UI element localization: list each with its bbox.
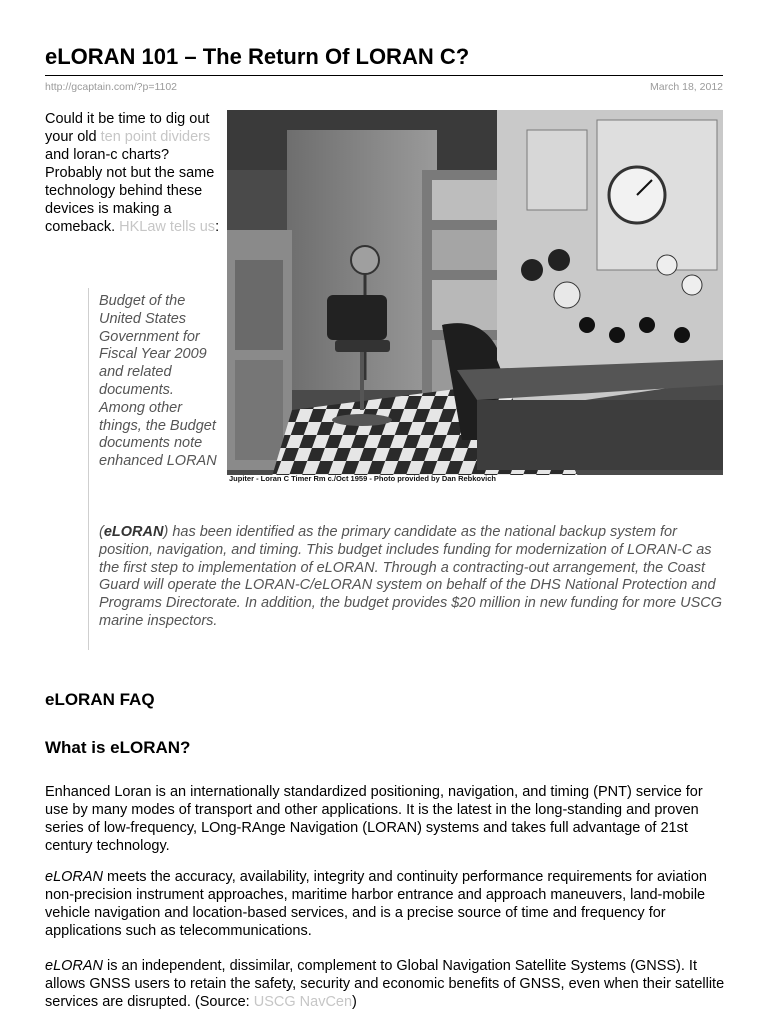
intro-text: : xyxy=(215,219,220,235)
paragraph-text: ) xyxy=(352,994,357,1010)
blockquote-text: Budget of the United States Government for Fiscal Year 2009 and related documents. Among other things, the Budget documents note enhanced LORAN xyxy=(99,293,217,470)
blockquote-continued xyxy=(99,524,723,631)
intro-text: and loran-c charts? Probably not but the same technology behind these devices is making a comeback. xyxy=(45,147,215,235)
faq-paragraph-1: Enhanced Loran is an internationally standardized positioning, navigation, and timing (PNT) service for use by many modes of transport and other applications. It is the latest in the long-standing and proven series of low-frequency, LOng-RAnge Navigation (LORAN) systems and takes full advantage of 21st century technology. xyxy=(45,784,703,854)
paragraph-text: is an independent, dissimilar, complement to Global Navigation Satellite Systems (GNSS). It allows GNSS users to retain the safety, security and economic benefits of GNSS, even when their satellite services are disrupted. (Source: xyxy=(45,958,725,1010)
title-divider xyxy=(45,75,723,76)
ten-point-dividers-link[interactable]: ten point dividers xyxy=(100,129,211,145)
intro-text: Could it be time to dig out your old xyxy=(45,111,210,145)
faq-heading: eLORAN FAQ xyxy=(45,690,155,709)
faq-question: What is eLORAN? xyxy=(45,738,191,757)
faq-paragraph-3 xyxy=(45,957,725,1011)
eloran-term: eLORAN xyxy=(45,869,104,885)
hklaw-link[interactable]: HKLaw tells us xyxy=(119,219,216,235)
eloran-term: eLORAN xyxy=(45,958,104,974)
photo-caption: Jupiter - Loran C Timer Rm c./Oct 1959 - Photo provided by Dan Rebkovich xyxy=(229,474,497,483)
photo-illustration xyxy=(227,110,723,493)
intro-paragraph xyxy=(45,110,223,236)
article-title: eLORAN 101 – The Return Of LORAN C? xyxy=(45,44,470,69)
uscg-navcen-link[interactable]: USCG NavCen xyxy=(253,994,353,1010)
blockquote-text: ) has been identified as the primary candidate as the national backup system for position, navigation, and timing. This budget includes funding for modernization of LORAN-C as the first step to implementation of eLORAN. Through a contracting-out arrangement, the Coast Guard will operate the LORAN-C/eLORAN system on behalf of the DHS National Protection and Programs Directorate. In addition, the budget provides $20 million in new funding for more USCG marine inspectors. xyxy=(99,524,723,629)
paragraph-text: meets the accuracy, availability, integrity and continuity performance requirements for aviation non-precision instrument approaches, maritime harbor entrance and approach maneuvers, land-mobile vehicle navigation and location-based services, and is a precise source of time and frequency for applications such as telecommunications. xyxy=(45,869,707,939)
article-url[interactable]: http://gcaptain.com/?p=1102 xyxy=(45,81,178,93)
blockquote-paren: ( xyxy=(99,524,104,540)
article-date: March 18, 2012 xyxy=(650,81,723,93)
faq-paragraph-2 xyxy=(45,868,725,940)
eloran-term: eLORAN xyxy=(103,524,164,540)
blockquote-border xyxy=(88,288,89,650)
loran-timer-room-photo xyxy=(227,110,723,493)
